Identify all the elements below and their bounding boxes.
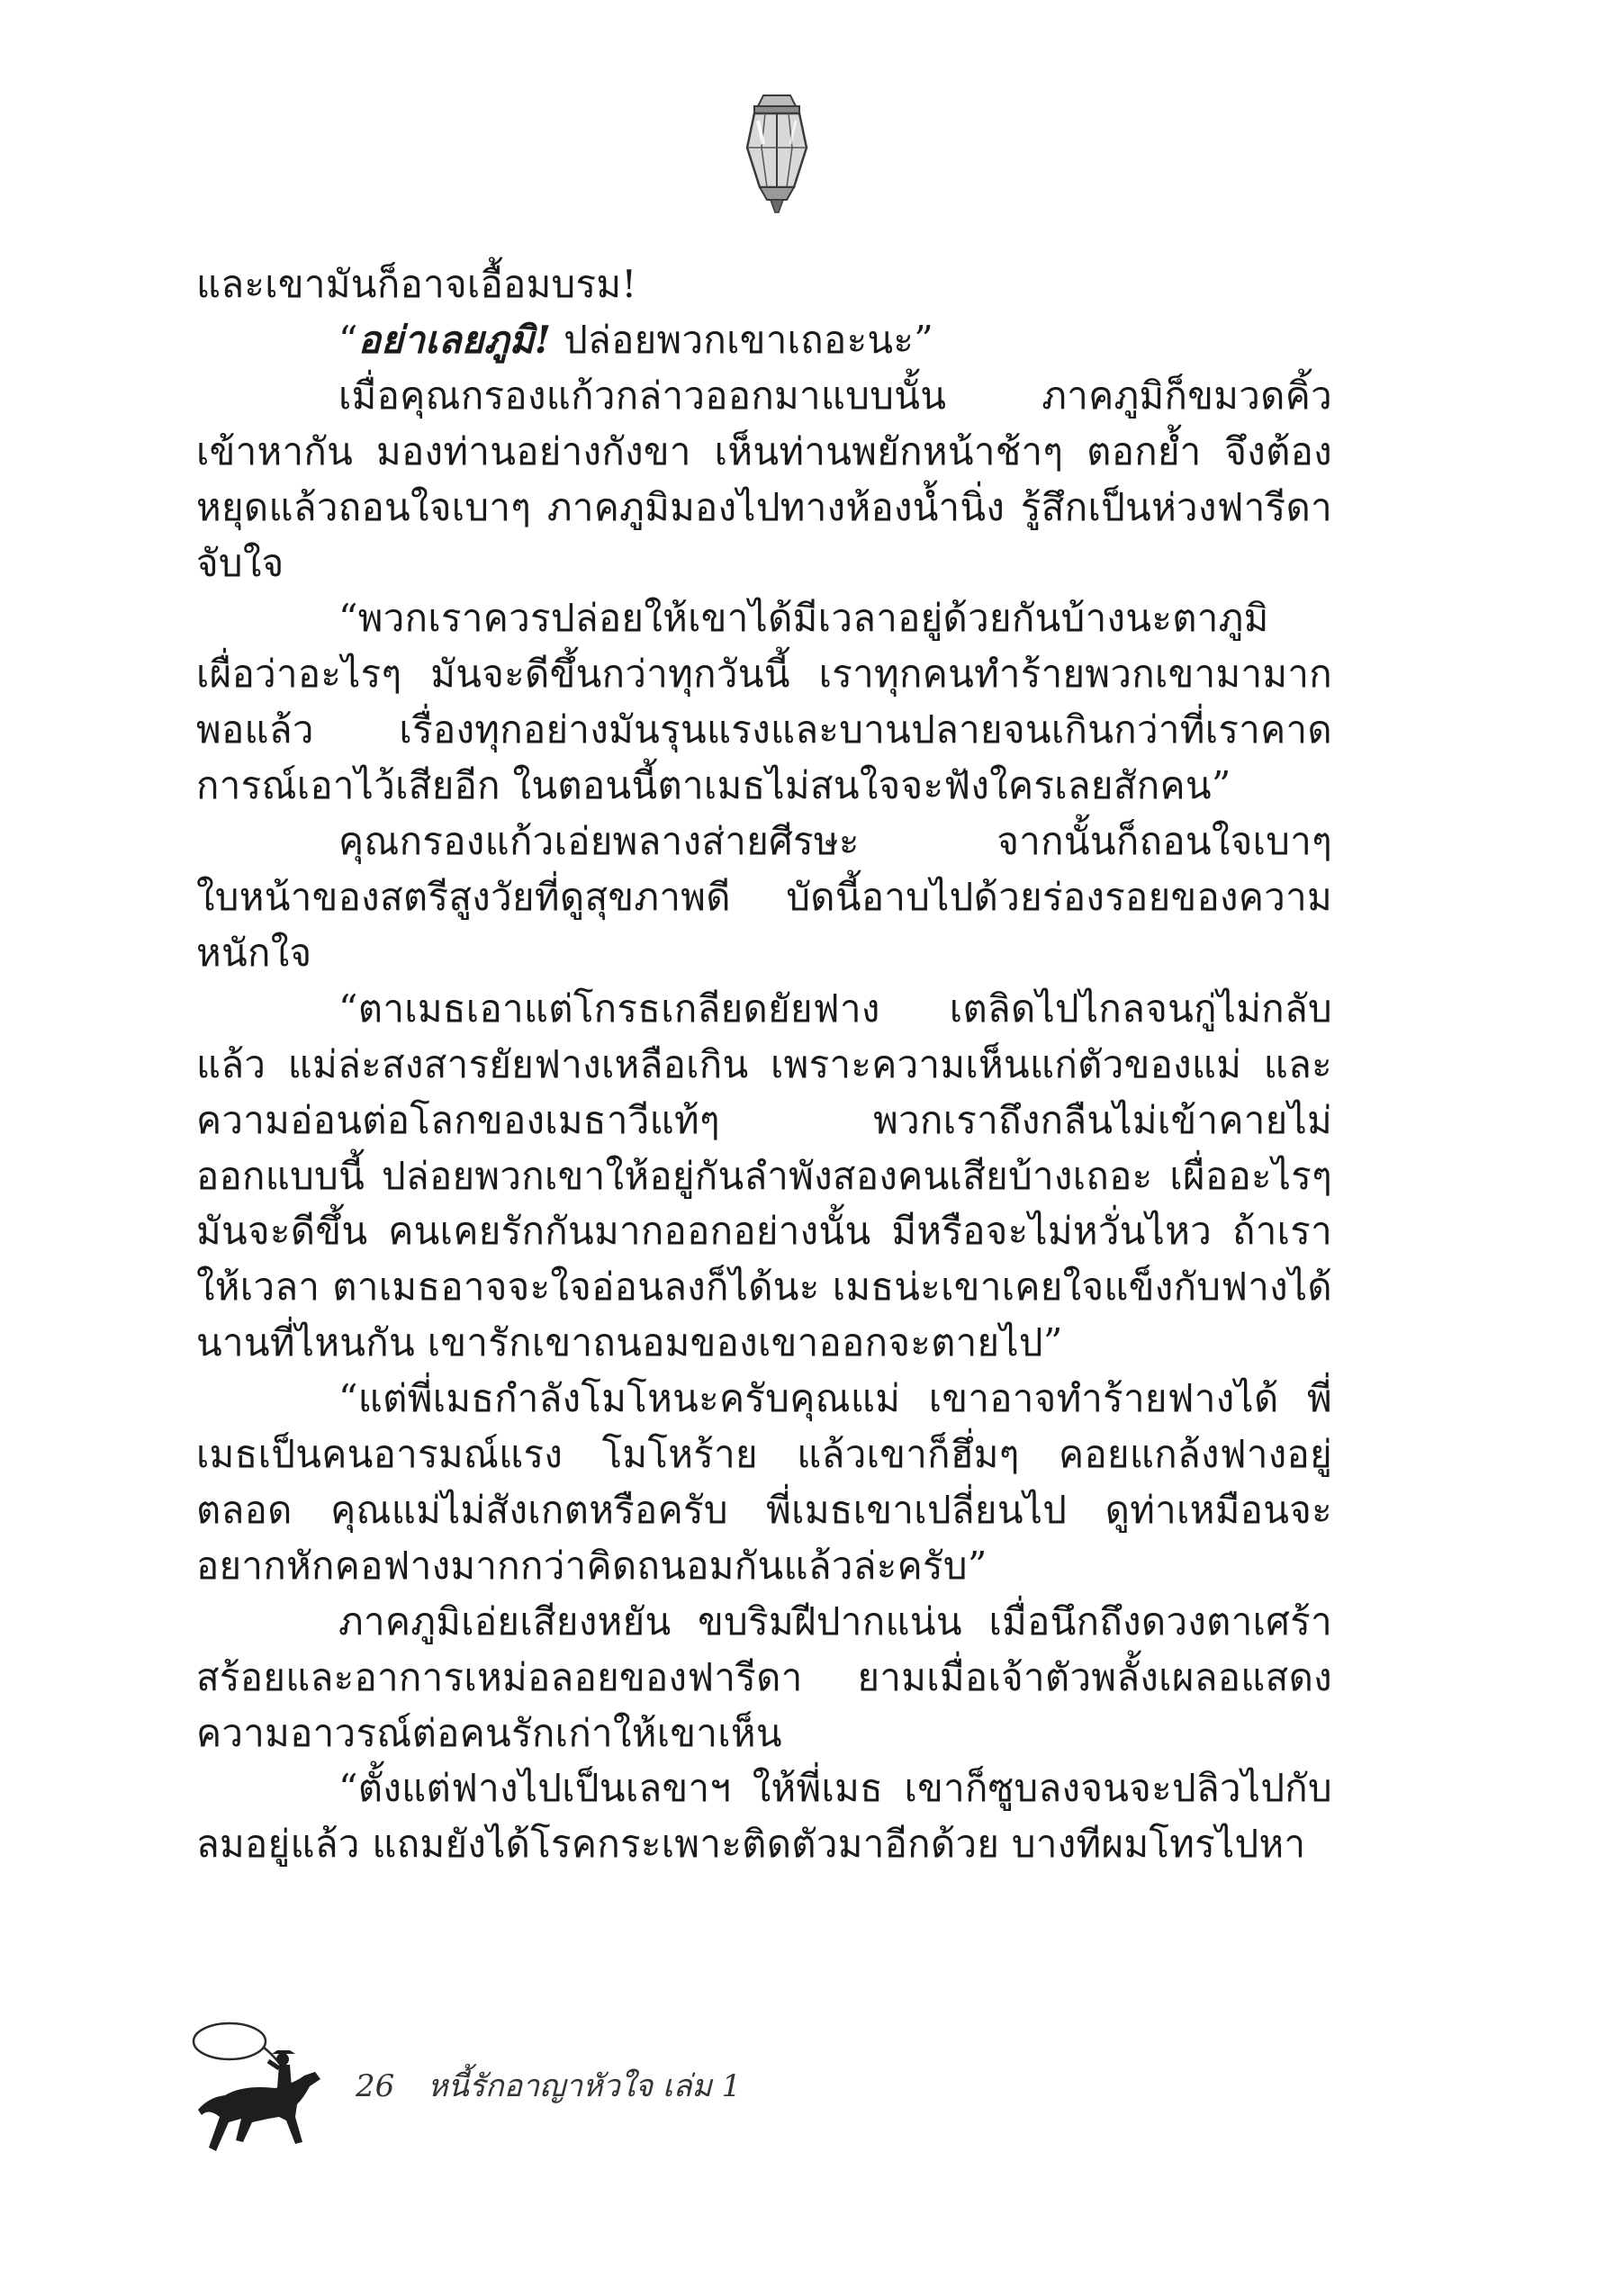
- paragraph-dialogue: [196, 312, 1332, 368]
- paragraph: “ตาเมธเอาแต่โกรธเกลียดยัยฟาง เตลิดไปไกลจนกู่ไม่กลับแล้ว แม่ล่ะสงสารยัยฟางเหลือเกิน เพราะความเห็นแก่ตัวของแม่ และความอ่อนต่อโลกของเมธาวีแท้ๆ พวกเราถึงกลืนไม่เข้าคายไม่ออกแบบนี้ ปล่อยพวกเขาให้อยู่กันลำพังสองคนเสียบ้างเถอะ เผื่ออะไรๆ มันจะดีขึ้น คนเคยรักกันมากออกอย่างนั้น มีหรือจะไม่หวั่นไหว ถ้าเราให้เวลา ตาเมธอาจจะใจอ่อนลงก็ได้นะ เมธน่ะเขาเคยใจแข็งกับฟางได้นานที่ไหนกัน เขารักเขาถนอมของเขาออกจะตายไป”: [196, 986, 1332, 1365]
- page-footer: [356, 2061, 741, 2110]
- lantern-icon: [736, 90, 817, 216]
- body-text: [196, 257, 1332, 1872]
- paragraph: “แต่พี่เมธกำลังโมโหนะครับคุณแม่ เขาอาจทำร้ายฟางได้ พี่เมธเป็นคนอารมณ์แรง โมโหร้าย แล้วเขาก็ฮึ่มๆ คอยแกล้งฟางอยู่ตลอด คุณแม่ไม่สังเกตหรือครับ พี่เมธเขาเปลี่ยนไป ดูท่าเหมือนจะอยากหักคอฟางมากกว่าคิดถนอมกันแล้วล่ะครับ”: [196, 1376, 1332, 1588]
- paragraph: “ตั้งแต่ฟางไปเป็นเลขาฯ ให้พี่เมธ เขาก็ซูบลงจนจะปลิวไปกับลมอยู่แล้ว แถมยังได้โรคกระเพาะติดตัวมาอีกด้วย บางทีผมโทรไปหา: [196, 1766, 1332, 1867]
- dialogue-text: ปล่อยพวกเขาเถอะนะ”: [551, 317, 934, 362]
- paragraph: และเขามันก็อาจเอื้อมบรม!: [196, 262, 637, 306]
- paragraph: คุณกรองแก้วเอ่ยพลางส่ายศีรษะ จากนั้นก็ถอนใจเบาๆ ใบหน้าของสตรีสูงวัยที่ดูสุขภาพดี บัดนี้อาบไปด้วยร่องรอยของความหนักใจ: [196, 819, 1332, 975]
- paragraph: ภาคภูมิเอ่ยเสียงหยัน ขบริมฝีปากแน่น เมื่อนึกถึงดวงตาเศร้าสร้อยและอาการเหม่อลอยของฟารีดา ยามเมื่อเจ้าตัวพลั้งเผลอแสดงความอาวรณ์ต่อคนรักเก่าให้เขาเห็น: [196, 1598, 1332, 1755]
- page-number: 26: [356, 2068, 395, 2104]
- emphasized-text: อย่าเลยภูมิ!: [357, 317, 552, 362]
- paragraph: เมื่อคุณกรองแก้วกล่าวออกมาแบบนั้น ภาคภูมิก็ขมวดคิ้วเข้าหากัน มองท่านอย่างกังขา เห็นท่านพยักหน้าช้าๆ ตอกย้ำ จึงต้องหยุดแล้วถอนใจเบาๆ ภาคภูมิมองไปทางห้องน้ำนิ่ง รู้สึกเป็นห่วงฟารีดาจับใจ: [196, 373, 1332, 585]
- book-title: หนี้รักอาญาหัวใจ เล่ม 1: [428, 2068, 742, 2104]
- paragraph: “พวกเราควรปล่อยให้เขาได้มีเวลาอยู่ด้วยกันบ้างนะตาภูมิ เผื่อว่าอะไรๆ มันจะดีขึ้นกว่าทุกวันนี้ เราทุกคนทำร้ายพวกเขามามากพอแล้ว เรื่องทุกอย่างมันรุนแรงและบานปลายจนเกินกว่าที่เราคาดการณ์เอาไว้เสียอีก ในตอนนี้ตาเมธไม่สนใจจะฟังใครเลยสักคน”: [196, 596, 1332, 808]
- open-quote: “: [338, 317, 358, 362]
- horse-rider-lasso-icon: [189, 2016, 324, 2174]
